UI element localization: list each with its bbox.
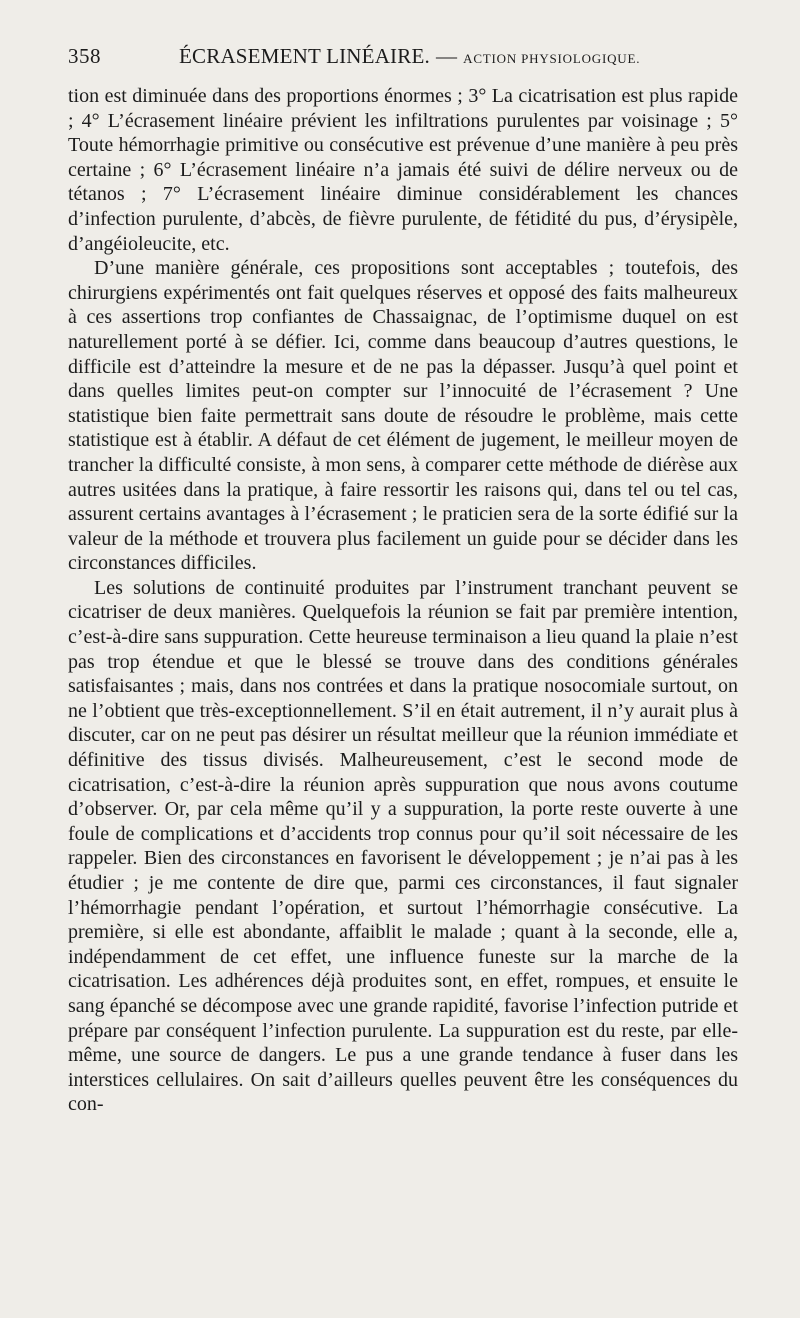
- running-title: [179, 44, 640, 69]
- body-text: [68, 84, 738, 1117]
- paragraph-continued: tion est diminuée dans des proportions énormes ; 3° La cicatrisation est plus rapide ; 4° L’écrasement linéaire prévient les infiltrations purulentes par voisinage ; 5° Toute hémorrhagie primitive ou consécutive est prévenue d’une manière à peu près certaine ; 6° L’écrasement linéaire n’a jamais été suivi de délire nerveux ou de tétanos ; 7° L’écrasement linéaire diminue considérablement les chances d’infection purulente, d’abcès, de fièvre purulente, de fétidité du pus, d’érysipèle, d’angéioleucite, etc.: [68, 85, 738, 255]
- paragraph: Les solutions de continuité produites par l’instrument tranchant peuvent se cicatriser de deux manières. Quelquefois la réunion se fait par première intention, c’est-à-dire sans suppuration. Cette heureuse terminaison a lieu quand la plaie n’est pas trop étendue et que le blessé se trouve dans des conditions générales satisfaisantes ; mais, dans nos contrées et dans la pratique nosocomiale surtout, on ne l’obtient que très-exceptionnellement. S’il en était autrement, il n’y aurait plus à discuter, car on ne peut pas désirer un résultat meilleur que la réunion immédiate et définitive des tissus divisés. Malheureusement, c’est le second mode de cicatrisation, c’est-à-dire la réunion après suppuration que nous avons coutume d’observer. Or, par cela même qu’il y a suppuration, la porte reste ouverte à une foule de complications et d’accidents trop connus pour qu’il soit nécessaire de les rappeler. Bien des circonstances en favorisent le développement ; je n’ai pas à les étudier ; je me contente de dire que, parmi ces circonstances, il faut signaler l’hémorrhagie pendant l’opération, et surtout l’hémorrhagie consécutive. La première, si elle est abondante, affaiblit le malade ; quant à la seconde, elle a, indépendamment de cet effet, une influence funeste sur la marche de la cicatrisation. Les adhérences déjà produites sont, en effet, rompues, et ensuite le sang épanché se décompose avec une grande rapidité, favorise l’infection putride et prépare par conséquent l’infection purulente. La suppuration est du reste, par elle-même, une source de dangers. Le pus a une grande tendance à fuser dans les interstices cellulaires. On sait d’ailleurs quelles peuvent être les conséquences du con-: [68, 576, 738, 1116]
- section-subtitle: ACTION PHYSIOLOGIQUE.: [463, 51, 641, 66]
- page-number: 358: [68, 44, 101, 68]
- page-header: [68, 44, 738, 76]
- paragraph: D’une manière générale, ces propositions sont acceptables ; toutefois, des chirurgiens expérimentés ont fait quelques réserves et opposé des faits malheureux à ces assertions trop confiantes de Chassaignac, de l’optimisme duquel on est naturellement porté à se défier. Ici, comme dans beaucoup d’autres questions, le difficile est d’atteindre la mesure et de ne pas la dépasser. Jusqu’à quel point et dans quelles limites peut-on compter sur l’innocuité de l’écrasement ? Une statistique bien faite permettrait sans doute de résoudre le problème, mais cette statistique est à établir. A défaut de cet élément de jugement, le meilleur moyen de trancher la difficulté consiste, à mon sens, à comparer cette méthode de diérèse aux autres usitées dans la pratique, à faire ressortir les raisons qui, dans tel ou tel cas, assurent certains avantages à l’écrasement ; le praticien sera de la sorte édifié sur la valeur de la méthode et trouvera plus facilement un guide pour se décider dans les circonstances difficiles.: [68, 257, 738, 575]
- title-separator: —: [435, 44, 458, 68]
- chapter-title: ÉCRASEMENT LINÉAIRE.: [179, 44, 430, 68]
